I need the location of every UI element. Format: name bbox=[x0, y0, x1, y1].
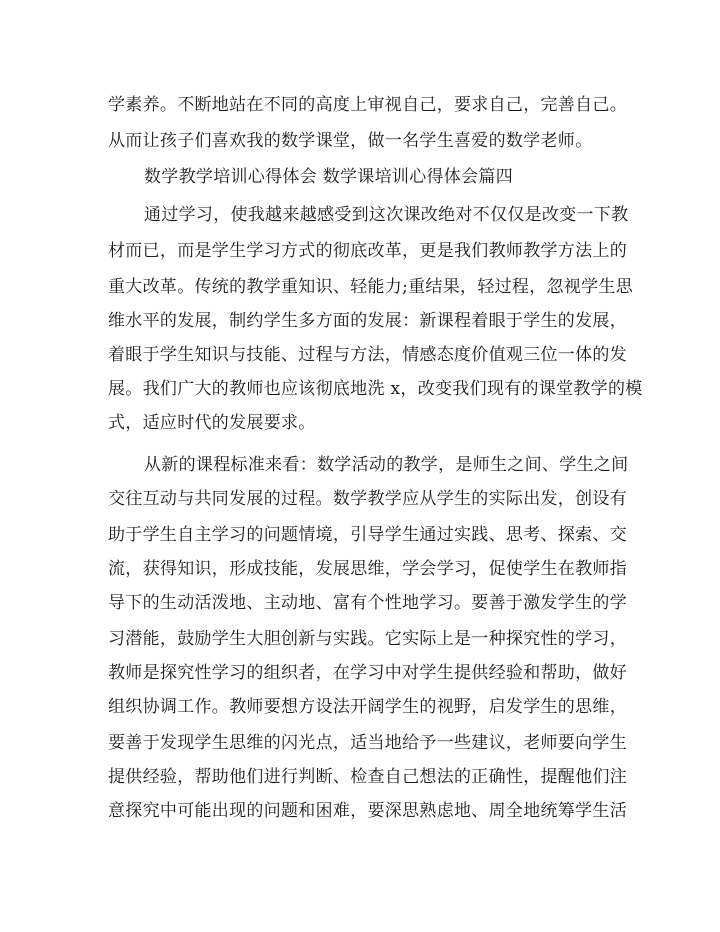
text-line: 通过学习，使我越来越感受到这次课改绝对不仅仅是改变一下教 bbox=[144, 205, 629, 225]
text-line: 教师是探究性学习的组织者，在学习中对学生提供经验和帮助，做好 bbox=[108, 663, 627, 683]
text-line: 重大改革。传统的教学重知识、轻能力;重结果，轻过程，忽视学生思 bbox=[108, 277, 634, 297]
text-line: 着眼于学生知识与技能、过程与方法，情感态度价值观三位一体的发 bbox=[108, 345, 627, 365]
text-line: 从而让孩子们喜欢我的数学课堂，做一名学生喜爱的数学老师。 bbox=[108, 131, 593, 151]
text-line: 导下的生动活泼地、主动地、富有个性地学习。要善于激发学生的学 bbox=[108, 593, 627, 613]
text-line: 学素养。不断地站在不同的高度上审视自己，要求自己，完善自己。 bbox=[108, 95, 627, 115]
text-line: 材而已，而是学生学习方式的彻底改革，更是我们教师教学方法上的 bbox=[108, 241, 627, 261]
text-line: 要善于发现学生思维的闪光点，适当地给予一些建议，老师要向学生 bbox=[108, 733, 627, 753]
text-line: 习潜能，鼓励学生大胆创新与实践。它实际上是一种探究性的学习， bbox=[108, 629, 627, 649]
text-line: 提供经验，帮助他们进行判断、检查自己想法的正确性，提醒他们注 bbox=[108, 767, 627, 787]
text-line: 展。我们广大的教师也应该彻底地洗 x，改变我们现有的课堂教学的模 bbox=[108, 379, 643, 399]
section-heading: 数学教学培训心得体会 数学课培训心得体会篇四 bbox=[144, 167, 514, 187]
text-line: 维水平的发展，制约学生多方面的发展：新课程着眼于学生的发展， bbox=[108, 311, 627, 331]
text-line: 意探究中可能出现的问题和困难，要深思熟虑地、周全地统筹学生活 bbox=[108, 801, 627, 821]
text-line: 从新的课程标准来看：数学活动的教学，是师生之间、学生之间 bbox=[144, 455, 629, 475]
text-line: 式，适应时代的发展要求。 bbox=[108, 413, 316, 433]
text-line: 流，获得知识，形成技能，发展思维，学会学习，促使学生在教师指 bbox=[108, 559, 627, 579]
text-line: 组织协调工作。教师要想方设法开阔学生的视野，启发学生的思维， bbox=[108, 697, 627, 717]
text-line: 助于学生自主学习的问题情境，引导学生通过实践、思考、探索、交 bbox=[108, 525, 627, 545]
text-line: 交往互动与共同发展的过程。数学教学应从学生的实际出发，创设有 bbox=[108, 489, 627, 509]
